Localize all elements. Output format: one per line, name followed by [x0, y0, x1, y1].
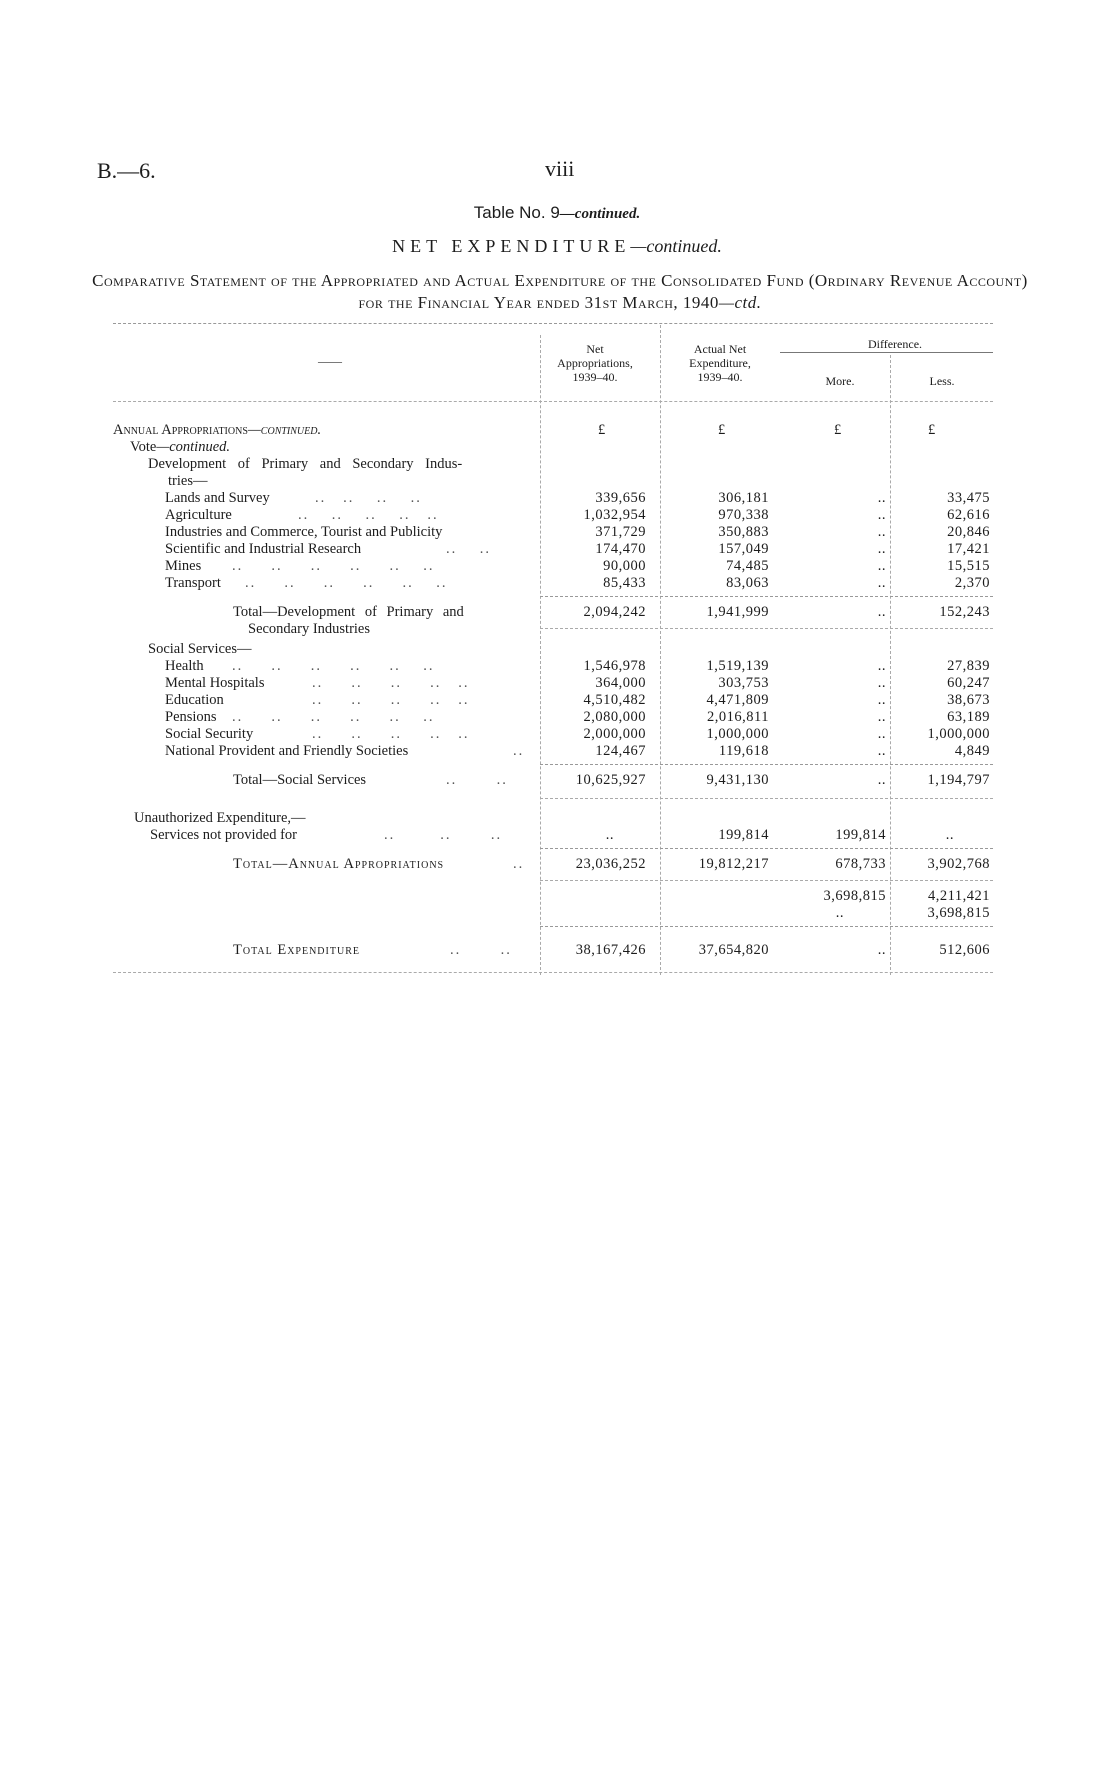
less-value: 512,606 [939, 942, 990, 958]
appropriation-value: 38,167,426 [575, 942, 646, 958]
table-row [0, 490, 1114, 507]
actual-heading-line3: 1939–40. [697, 370, 743, 384]
leader-dots: .. .. [450, 942, 512, 958]
page-number: viii [545, 156, 575, 181]
difference-heading: Difference. [867, 337, 923, 351]
table-bottom-rule [113, 972, 993, 973]
annual-heading-text: Annual Appropriations [113, 422, 248, 438]
less-value: 17,421 [947, 541, 990, 557]
actual-value: 119,618 [718, 743, 769, 759]
appropriation-value: 85,433 [603, 575, 646, 591]
appropriation-value: 339,656 [595, 490, 646, 506]
blank-column-heading: —— [318, 354, 342, 368]
leader-dots: .. .. .. .. .. [312, 726, 470, 742]
table-number-suffix: —continued. [559, 206, 641, 222]
leader-dots: .. [513, 743, 525, 759]
appropriation-value: 90,000 [603, 558, 646, 574]
row-label: Industries and Commerce, Tourist and Publicity [165, 524, 443, 540]
total-rule-2 [540, 880, 993, 881]
report-reference: B.—6. [97, 158, 156, 183]
currency-more: £ [834, 422, 842, 438]
actual-value: 306,181 [718, 490, 769, 506]
less-value: 60,247 [947, 675, 990, 691]
row-label: Scientific and Industrial Research [165, 541, 362, 557]
table-number [0, 203, 1114, 223]
actual-value: 19,812,217 [698, 856, 769, 872]
actual-value: 199,814 [718, 827, 769, 843]
less-value: 63,189 [947, 709, 990, 725]
appropriation-value: 371,729 [595, 524, 646, 540]
row-label: Mental Hospitals [165, 675, 265, 691]
leader-dots: .. .. [446, 772, 508, 788]
more-value: .. [877, 558, 886, 574]
row-label: Total—Social Services [233, 772, 367, 788]
actual-value: 350,883 [718, 524, 769, 540]
leader-dots: .. .. .. .. .. .. [232, 658, 435, 674]
less-value: 4,211,421 [928, 888, 990, 904]
section-title [0, 236, 1114, 257]
table-caption [90, 270, 1030, 314]
table-row [0, 658, 1114, 675]
row-label: Secondary Industries [248, 621, 371, 637]
actual-value: 9,431,130 [706, 772, 769, 788]
more-value: .. [877, 658, 886, 674]
actual-value: 157,049 [718, 541, 769, 557]
appropriation-value: 124,467 [595, 743, 646, 759]
row-label: Agriculture [165, 507, 232, 523]
row-label: Services not provided for [150, 827, 297, 843]
row-label: Health [165, 658, 204, 674]
row-label: Education [165, 692, 224, 708]
appropriation-value: 2,080,000 [583, 709, 646, 725]
less-value: 1,194,797 [927, 772, 990, 788]
actual-value: 74,485 [726, 558, 769, 574]
total-row [0, 856, 1114, 873]
appropriations-heading [540, 342, 650, 384]
more-value: .. [877, 772, 886, 788]
development-heading-line2: tries— [168, 473, 208, 489]
subtotal-rule-4 [540, 798, 993, 799]
subtotal-row-2 [0, 621, 1114, 638]
less-value: 1,000,000 [927, 726, 990, 742]
appropriations-heading-line3: 1939–40. [572, 370, 618, 384]
subtotal-row [0, 604, 1114, 621]
table-row [0, 726, 1114, 743]
vote-text: Vote [130, 439, 157, 455]
row-label: Total—Annual Appropriations [233, 856, 445, 872]
subtotal-rule-2 [540, 628, 993, 629]
actual-heading [665, 342, 775, 384]
less-value: 33,475 [947, 490, 990, 506]
table-row [0, 675, 1114, 692]
less-value: 27,839 [947, 658, 990, 674]
social-heading-row [0, 641, 1114, 658]
more-value: .. [877, 490, 886, 506]
appropriation-value: 10,625,927 [575, 772, 646, 788]
more-value: .. [877, 726, 886, 742]
appropriation-value: .. [605, 827, 614, 843]
vote-suffix: —continued. [156, 439, 231, 455]
development-heading-row [0, 456, 1114, 473]
table-row [0, 709, 1114, 726]
offset-row [0, 888, 1114, 905]
row-label: Total—Development of Primary and [233, 604, 464, 620]
actual-value: 1,941,999 [706, 604, 769, 620]
appropriation-value: 174,470 [595, 541, 646, 557]
leader-dots: .. .. .. .. .. [312, 675, 470, 691]
actual-value: 4,471,809 [706, 692, 769, 708]
row-label: Transport [165, 575, 221, 591]
currency-row [0, 422, 1114, 439]
more-value: 199,814 [835, 827, 886, 843]
leader-dots: .. .. .. .. .. .. [232, 709, 435, 725]
offset-row-2 [0, 905, 1114, 922]
less-value: 152,243 [939, 604, 990, 620]
leader-dots: .. .. .. .. .. [298, 507, 439, 523]
more-value: .. [877, 743, 886, 759]
appropriation-value: 2,000,000 [583, 726, 646, 742]
actual-value: 303,753 [718, 675, 769, 691]
table-row [0, 507, 1114, 524]
more-heading: More. [825, 374, 855, 388]
actual-value: 83,063 [726, 575, 769, 591]
more-value: .. [877, 524, 886, 540]
appropriation-value: 1,032,954 [583, 507, 646, 523]
table-caption-text: Comparative Statement of the Appropriated and Actual Expenditure of the Consolidated Fund (Ordinary Revenue Account) for the Financial Year ended 31st March, 1940 [92, 271, 1028, 312]
currency-less: £ [928, 422, 936, 438]
less-value: 4,849 [954, 743, 990, 759]
social-services-heading: Social Services— [148, 641, 252, 657]
row-label: National Provident and Friendly Societies [165, 743, 409, 759]
leader-dots: .. [513, 856, 525, 872]
table-row [0, 558, 1114, 575]
development-heading-row-2 [0, 473, 1114, 490]
actual-value: 970,338 [718, 507, 769, 523]
table-row [0, 541, 1114, 558]
unauthorized-heading-row [0, 810, 1114, 827]
more-value: .. [877, 709, 886, 725]
vote-row [0, 439, 1114, 456]
table-row [0, 692, 1114, 709]
row-label: Total Expenditure [233, 942, 360, 958]
section-title-text: NET EXPENDITURE [392, 236, 631, 256]
leader-dots: .. .. [446, 541, 491, 557]
row-label: Social Security [165, 726, 254, 742]
header-bottom-rule [113, 401, 993, 402]
section-title-suffix: —continued. [630, 236, 722, 256]
less-value: 3,902,768 [927, 856, 990, 872]
table-caption-suffix: —ctd. [718, 293, 762, 312]
appropriations-heading-line1: Net [586, 342, 604, 356]
actual-value: 37,654,820 [698, 942, 769, 958]
table-row [0, 575, 1114, 592]
table-row [0, 743, 1114, 760]
table-row [0, 524, 1114, 541]
leader-dots: .. .. .. .. .. .. [232, 558, 435, 574]
row-label: Mines [165, 558, 202, 574]
less-value: 62,616 [947, 507, 990, 523]
unauthorized-heading: Unauthorized Expenditure,— [134, 810, 306, 826]
more-value: .. [877, 675, 886, 691]
leader-dots: .. .. .. .. .. [312, 692, 470, 708]
subtotal-rule [540, 596, 993, 597]
annual-heading-suffix: —continued. [247, 422, 322, 438]
development-heading-line1: Development of Primary and Secondary Indus- [148, 456, 463, 472]
more-value: 3,698,815 [823, 888, 886, 904]
appropriation-value: 1,546,978 [583, 658, 646, 674]
currency-appropriations: £ [598, 422, 606, 438]
more-value: .. [877, 507, 886, 523]
subtotal-rule-3 [540, 764, 993, 765]
less-value: 15,515 [947, 558, 990, 574]
subtotal-row [0, 772, 1114, 789]
currency-actual: £ [718, 422, 726, 438]
less-value: 20,846 [947, 524, 990, 540]
vote-heading [130, 439, 230, 456]
actual-heading-line1: Actual Net [693, 342, 747, 356]
row-label: Lands and Survey [165, 490, 270, 506]
appropriation-value: 2,094,242 [583, 604, 646, 620]
appropriation-value: 364,000 [595, 675, 646, 691]
grand-total-row [0, 942, 1114, 959]
actual-value: 1,000,000 [706, 726, 769, 742]
appropriation-value: 23,036,252 [575, 856, 646, 872]
less-value: 2,370 [954, 575, 990, 591]
more-value: .. [835, 905, 844, 921]
less-value: .. [945, 827, 954, 843]
more-value: .. [877, 942, 886, 958]
table-row [0, 827, 1114, 844]
grand-total-rule [540, 926, 993, 927]
appropriations-heading-line2: Appropriations, [557, 356, 633, 370]
appropriation-value: 4,510,482 [583, 692, 646, 708]
annual-appropriations-heading [113, 422, 321, 439]
actual-heading-line2: Expenditure, [689, 356, 751, 370]
more-value: .. [877, 692, 886, 708]
difference-rule [780, 352, 993, 353]
total-rule [540, 848, 993, 849]
less-heading: Less. [929, 374, 955, 388]
less-value: 38,673 [947, 692, 990, 708]
row-label: Pensions [165, 709, 217, 725]
table-top-rule [113, 323, 993, 324]
actual-value: 2,016,811 [707, 709, 769, 725]
table-number-text: Table No. 9 [473, 203, 560, 222]
more-value: 678,733 [835, 856, 886, 872]
leader-dots: .. .. .. [384, 827, 503, 843]
leader-dots: .. .. .. .. .. .. [245, 575, 448, 591]
more-value: .. [877, 541, 886, 557]
leader-dots: .. .. .. .. [315, 490, 422, 506]
more-value: .. [877, 575, 886, 591]
actual-value: 1,519,139 [706, 658, 769, 674]
less-value: 3,698,815 [927, 905, 990, 921]
more-value: .. [877, 604, 886, 620]
